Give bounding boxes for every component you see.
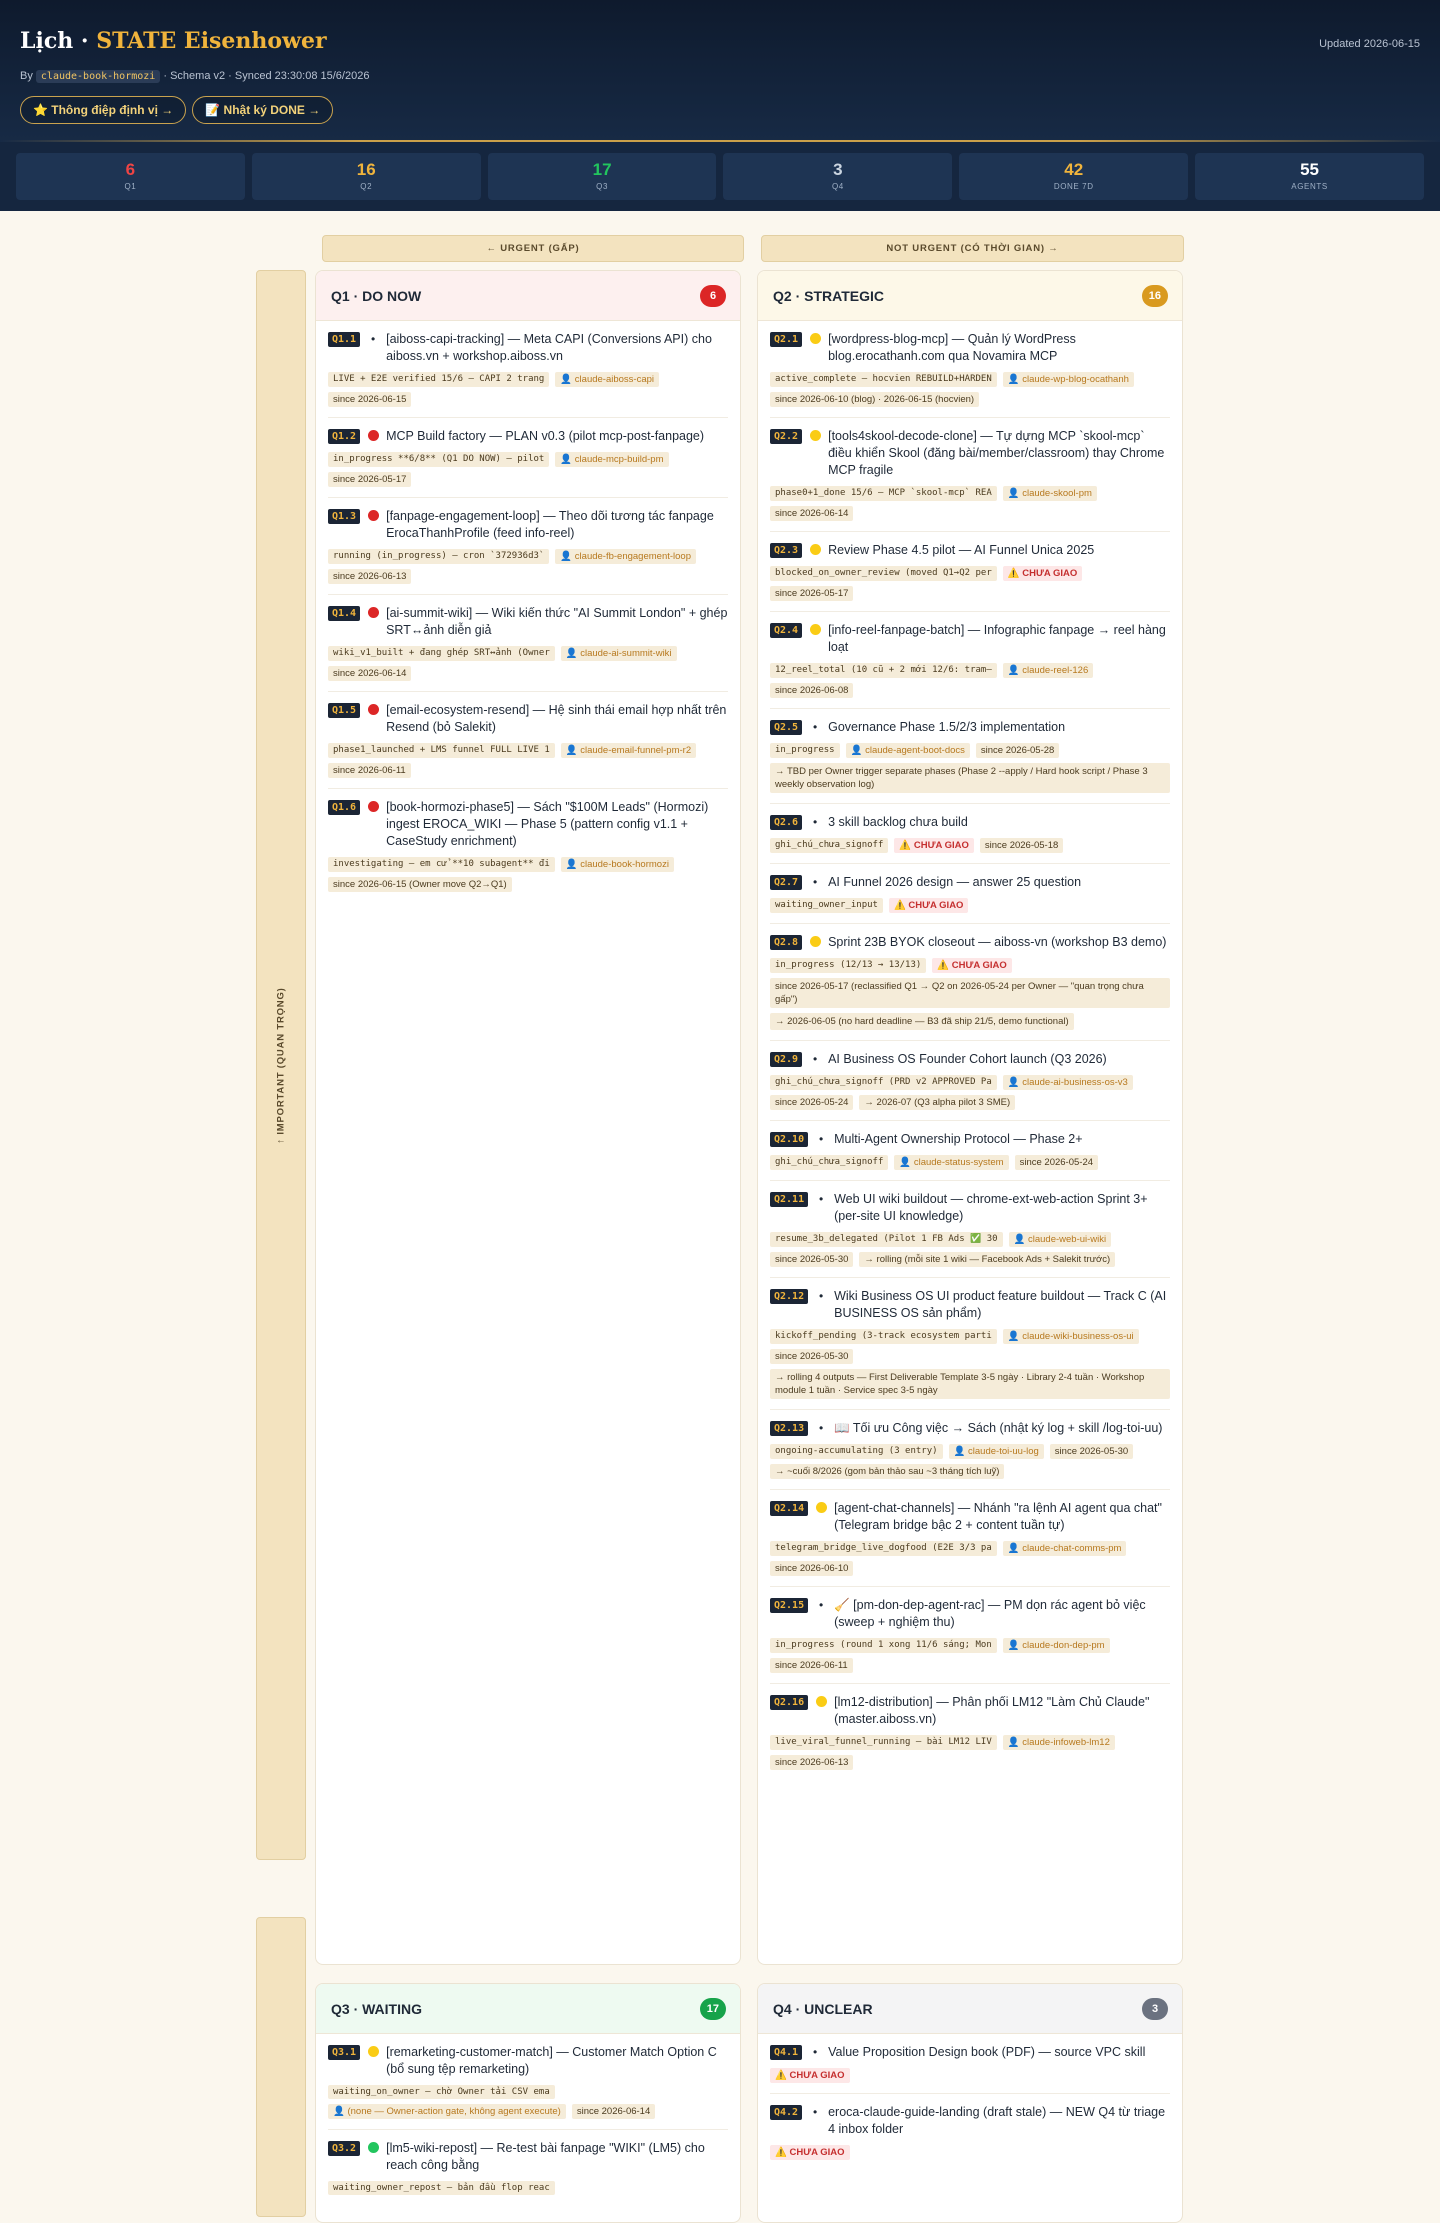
red-status-dot-icon: [366, 702, 380, 718]
date-tag: → 2026-07 (Q3 alpha pilot 3 SME): [859, 1095, 1015, 1110]
bullet-icon: •: [812, 875, 818, 889]
date-tag: since 2026-06-10: [770, 1561, 853, 1576]
status-tag: in_progress (12/13 → 13/13): [770, 958, 926, 973]
author-agent-pill: claude-book-hormozi: [36, 70, 160, 83]
task-title: 📖 Tối ưu Công việc → Sách (nhật ký log + skill /log-toi-uu): [834, 1421, 1163, 1435]
stat-agents: 55 AGENTS: [1195, 153, 1424, 200]
task-title: [wordpress-blog-mcp] — Quản lý WordPress blog.erocathanh.com qua Novamira MCP: [828, 332, 1076, 363]
task-title: [aiboss-capi-tracking] — Meta CAPI (Conversions API) cho aiboss.vn + workshop.aiboss.vn: [386, 332, 712, 363]
date-tag: since 2026-06-13: [770, 1755, 853, 1770]
date-tag: → ~cuối 8/2026 (gom bản thảo sau ~3 tháng tích luỹ): [770, 1464, 1004, 1479]
owner-tag: 👤 claude-book-hormozi: [561, 857, 674, 872]
date-tag: since 2026-05-30: [770, 1252, 853, 1267]
task-title: Web UI wiki buildout — chrome-ext-web-action Sprint 3+ (per-site UI knowledge): [834, 1192, 1148, 1223]
status-tag: active_complete — hocvien REBUILD+HARDEN: [770, 372, 997, 387]
status-tag: in_progress **6/8** (Q1 DO NOW) — pilot: [328, 452, 549, 467]
task-item[interactable]: [328, 2034, 728, 2130]
task-id-badge: Q2.5: [770, 720, 802, 735]
date-tag: since 2026-06-10 (blog) · 2026-06-15 (hocvien): [770, 392, 979, 407]
yellow-status-dot-icon: [808, 542, 822, 558]
task-item[interactable]: [770, 532, 1170, 612]
unassigned-warning-badge: ⚠️ CHƯA GIAO: [1003, 566, 1083, 581]
task-item[interactable]: [770, 418, 1170, 532]
owner-tag: 👤 claude-email-funnel-pm-r2: [561, 743, 696, 758]
status-tag: 12_reel_total (10 cũ + 2 mới 12/6: tram—: [770, 663, 997, 678]
yellow-status-dot-icon: [814, 1500, 828, 1516]
stat-q1: 6 Q1: [16, 153, 245, 200]
bullet-icon: •: [819, 1192, 824, 1206]
axis-important: ↑ IMPORTANT (QUAN TRỌNG): [256, 270, 306, 1860]
task-title: [lm5-wiki-repost] — Re-test bài fanpage "WIKI" (LM5) cho reach công bằng: [386, 2141, 705, 2172]
task-title: [agent-chat-channels] — Nhánh "ra lệnh AI agent qua chat" (Telegram bridge bậc 2 + content tuần tự): [834, 1501, 1162, 1532]
date-tag: since 2026-06-11: [770, 1658, 853, 1673]
task-id-badge: Q1.3: [328, 509, 360, 524]
quadrant-q3: [315, 1983, 741, 2223]
date-tag: since 2026-05-30: [1050, 1444, 1133, 1459]
status-tag: ghi_chú_chưa_signoff: [770, 838, 888, 853]
status-tag: ghi_chú_chưa_signoff (PRD v2 APPROVED Pa: [770, 1075, 997, 1090]
status-tag: in_progress (round 1 xong 11/6 sáng; Mon: [770, 1638, 997, 1653]
status-tag: phase0+1_done 15/6 — MCP `skool-mcp` REA: [770, 486, 997, 501]
red-status-dot-icon: [366, 605, 380, 621]
task-id-badge: Q2.15: [770, 1598, 808, 1613]
task-id-badge: Q4.1: [770, 2045, 802, 2060]
status-tag: ghi_chú_chưa_signoff: [770, 1155, 888, 1170]
quadrant-header: Q1 · DO NOW 6: [316, 271, 740, 321]
yellow-status-dot-icon: [808, 331, 822, 347]
date-tag: since 2026-05-17: [328, 472, 411, 487]
task-item[interactable]: [770, 321, 1170, 418]
task-item[interactable]: [328, 2130, 728, 2205]
owner-tag: 👤 claude-aiboss-capi: [555, 372, 659, 387]
task-title: Review Phase 4.5 pilot — AI Funnel Unica 2025: [828, 543, 1095, 557]
task-id-badge: Q2.13: [770, 1421, 808, 1436]
owner-tag: 👤 claude-infoweb-lm12: [1003, 1735, 1115, 1750]
task-title: MCP Build factory — PLAN v0.3 (pilot mcp-post-fanpage): [386, 429, 705, 443]
quadrant-q1: [315, 270, 741, 1965]
axis-not-important: [256, 1917, 306, 2217]
status-tag: waiting_on_owner — chờ Owner tải CSV ema: [328, 2085, 555, 2099]
date-tag: since 2026-06-14: [770, 506, 853, 521]
status-tag: phase1_launched + LMS funnel FULL LIVE 1: [328, 743, 555, 758]
task-title: AI Business OS Founder Cohort launch (Q3 2026): [828, 1052, 1107, 1066]
bullet-icon: •: [819, 1598, 824, 1612]
task-id-badge: Q2.11: [770, 1192, 808, 1207]
owner-tag: 👤 claude-wp-blog-ocathanh: [1003, 372, 1134, 387]
owner-tag: 👤 claude-agent-boot-docs: [846, 743, 970, 758]
yellow-status-dot-icon: [808, 622, 822, 638]
status-tag: blocked_on_owner_review (moved Q1→Q2 per: [770, 566, 997, 581]
task-item[interactable]: [770, 1490, 1170, 1587]
task-id-badge: Q2.7: [770, 875, 802, 890]
task-title: [email-ecosystem-resend] — Hệ sinh thái email hợp nhất trên Resend (bỏ Salekit): [386, 703, 727, 734]
task-id-badge: Q2.8: [770, 935, 802, 950]
date-tag: since 2026-06-11: [328, 763, 411, 778]
date-tag: since 2026-05-24: [770, 1095, 853, 1110]
task-item[interactable]: [770, 1181, 1170, 1278]
updated-timestamp: Updated 2026-06-15: [1319, 38, 1420, 50]
date-tag: since 2026-05-17: [770, 586, 853, 601]
task-id-badge: Q3.2: [328, 2141, 360, 2156]
date-tag: since 2026-05-17 (reclassified Q1 → Q2 on 2026-05-24 per Owner — "quan trọng chưa gấp"): [770, 978, 1170, 1008]
task-id-badge: Q1.6: [328, 800, 360, 815]
task-id-badge: Q2.10: [770, 1132, 808, 1147]
owner-tag: 👤 (none — Owner-action gate, không agent execute): [328, 2104, 566, 2119]
task-title: [ai-summit-wiki] — Wiki kiến thức "AI Summit London" + ghép SRT↔ảnh diễn giả: [386, 606, 728, 637]
task-item[interactable]: [328, 498, 728, 595]
task-title: AI Funnel 2026 design — answer 25 question: [828, 875, 1082, 889]
task-list: [316, 321, 740, 902]
task-id-badge: Q3.1: [328, 2045, 360, 2060]
task-item[interactable]: [770, 1410, 1170, 1490]
status-tag: resume_3b_delegated (Pilot 1 FB Ads ✅ 30: [770, 1232, 1003, 1247]
stats-bar: [0, 142, 1440, 211]
count-badge: 6: [700, 285, 726, 307]
task-item[interactable]: [770, 1041, 1170, 1121]
task-item[interactable]: [770, 1684, 1170, 1780]
owner-tag: 👤 claude-ai-summit-wiki: [561, 646, 677, 661]
task-title: Governance Phase 1.5/2/3 implementation: [828, 720, 1066, 734]
task-title: Wiki Business OS UI product feature buildout — Track C (AI BUSINESS OS sản phẩm): [834, 1289, 1167, 1320]
bullet-icon: •: [812, 720, 818, 734]
status-tag: in_progress: [770, 743, 840, 758]
status-tag: waiting_owner_input: [770, 898, 883, 913]
quadrant-q2: [757, 270, 1183, 1965]
owner-tag: 👤 claude-ai-business-os-v3: [1003, 1075, 1133, 1090]
stat-q2: 16 Q2: [252, 153, 481, 200]
task-title: 3 skill backlog chưa build: [828, 815, 968, 829]
unassigned-warning-badge: ⚠️ CHƯA GIAO: [894, 838, 974, 853]
owner-tag: 👤 claude-chat-comms-pm: [1003, 1541, 1127, 1556]
task-item[interactable]: [770, 1278, 1170, 1410]
date-tag: → TBD per Owner trigger separate phases (Phase 2 --apply / Hard hook script / Phase 3 weekly observation log): [770, 763, 1170, 793]
date-tag: since 2026-06-08: [770, 683, 853, 698]
stat-q4: 3 Q4: [723, 153, 952, 200]
stat-done-7d: 42 DONE 7D: [959, 153, 1188, 200]
date-tag: → 2026-06-05 (no hard deadline — B3 đã ship 21/5, demo functional): [770, 1013, 1074, 1030]
task-title: [book-hormozi-phase5] — Sách "$100M Leads" (Hormozi) ingest EROCA_WIKI — Phase 5 (pattern config v1.1 + CaseStudy enrichment): [386, 800, 709, 848]
task-list: [316, 2034, 740, 2205]
task-item[interactable]: [770, 1587, 1170, 1684]
task-title: Multi-Agent Ownership Protocol — Phase 2+: [834, 1132, 1083, 1146]
task-item[interactable]: [770, 864, 1170, 924]
red-status-dot-icon: [366, 508, 380, 524]
task-title: [remarketing-customer-match] — Customer Match Option C (bổ sung tệp remarketing): [386, 2045, 717, 2076]
yellow-status-dot-icon: [808, 428, 822, 444]
quadrant-header: Q2 · STRATEGIC 16: [758, 271, 1182, 321]
task-item[interactable]: [770, 612, 1170, 709]
bullet-icon: •: [819, 1132, 824, 1146]
axis-not-urgent: NOT URGENT (CÓ THỜI GIAN) →: [761, 235, 1184, 262]
bullet-icon: •: [819, 1289, 824, 1303]
task-item[interactable]: [770, 2034, 1170, 2094]
yellow-status-dot-icon: [366, 2044, 380, 2060]
owner-tag: 👤 claude-toi-uu-log: [949, 1444, 1044, 1459]
yellow-status-dot-icon: [814, 1694, 828, 1710]
task-id-badge: Q1.1: [328, 332, 360, 347]
task-title: Sprint 23B BYOK closeout — aiboss-vn (workshop B3 demo): [828, 935, 1167, 949]
green-status-dot-icon: [366, 2140, 380, 2156]
task-id-badge: Q1.2: [328, 429, 360, 444]
unassigned-warning-badge: ⚠️ CHƯA GIAO: [770, 2145, 850, 2160]
bullet-icon: •: [812, 1052, 818, 1066]
status-tag: live_viral_funnel_running — bài LM12 LIV: [770, 1735, 997, 1750]
date-tag: since 2026-06-15: [328, 392, 411, 407]
date-tag: since 2026-05-18: [980, 838, 1063, 853]
task-item[interactable]: [770, 709, 1170, 804]
task-id-badge: Q2.3: [770, 543, 802, 558]
task-item[interactable]: [770, 804, 1170, 864]
owner-tag: 👤 claude-skool-pm: [1003, 486, 1097, 501]
red-status-dot-icon: [366, 428, 380, 444]
owner-tag: 👤 claude-reel-126: [1003, 663, 1093, 678]
yellow-status-dot-icon: [808, 934, 822, 950]
task-list: [758, 2034, 1182, 2170]
task-title: Value Proposition Design book (PDF) — source VPC skill: [828, 2045, 1146, 2059]
bullet-icon: •: [812, 2045, 818, 2059]
date-tag: → rolling 4 outputs — First Deliverable Template 3-5 ngày · Library 2-4 tuần · Workshop module 1 tuần · Service spec 3-5 ngày: [770, 1369, 1170, 1399]
count-badge: 17: [700, 1998, 726, 2020]
owner-tag: 👤 claude-status-system: [894, 1155, 1008, 1170]
task-id-badge: Q4.2: [770, 2105, 802, 2120]
date-tag: since 2026-06-15 (Owner move Q2→Q1): [328, 877, 512, 892]
task-item[interactable]: [328, 595, 728, 692]
status-tag: waiting_owner_repost — bản đầu flop reac: [328, 2181, 555, 2195]
date-tag: since 2026-05-30: [770, 1349, 853, 1364]
date-tag: → rolling (mỗi site 1 wiki — Facebook Ads + Salekit trước): [859, 1252, 1115, 1267]
positioning-message-button[interactable]: ⭐ Thông điệp định vị →: [20, 96, 186, 124]
page-title: Lịch · STATE Eisenhower: [20, 28, 327, 54]
date-tag: since 2026-06-13: [328, 569, 411, 584]
quadrant-header: Q4 · UNCLEAR 3: [758, 1984, 1182, 2034]
done-journal-button[interactable]: 📝 Nhật ký DONE →: [192, 96, 333, 124]
task-id-badge: Q2.2: [770, 429, 802, 444]
bullet-icon: •: [812, 2105, 818, 2119]
unassigned-warning-badge: ⚠️ CHƯA GIAO: [770, 2068, 850, 2083]
status-tag: telegram_bridge_live_dogfood (E2E 3/3 pa: [770, 1541, 997, 1556]
status-tag: investigating — em cử **10 subagent** đi: [328, 857, 555, 872]
bullet-icon: •: [819, 1421, 824, 1435]
count-badge: 16: [1142, 285, 1168, 307]
task-list: [758, 321, 1182, 1780]
task-id-badge: Q1.5: [328, 703, 360, 718]
quadrant-q4: [757, 1983, 1183, 2223]
red-status-dot-icon: [366, 799, 380, 815]
bullet-icon: •: [812, 815, 818, 829]
task-id-badge: Q2.6: [770, 815, 802, 830]
task-id-badge: Q2.16: [770, 1695, 808, 1710]
task-id-badge: Q2.1: [770, 332, 802, 347]
unassigned-warning-badge: ⚠️ CHƯA GIAO: [932, 958, 1012, 973]
task-title: [tools4skool-decode-clone] — Tự dựng MCP `skool-mcp` điều khiển Skool (đăng bài/member/classroom) thay Chrome MCP fragile: [828, 429, 1165, 477]
status-tag: ongoing-accumulating (3 entry): [770, 1444, 943, 1459]
date-tag: since 2026-06-14: [328, 666, 411, 681]
task-title: [info-reel-fanpage-batch] — Infographic fanpage → reel hàng loạt: [828, 623, 1166, 654]
owner-tag: 👤 claude-web-ui-wiki: [1009, 1232, 1112, 1247]
task-item[interactable]: [770, 924, 1170, 1041]
task-id-badge: Q1.4: [328, 606, 360, 621]
owner-tag: 👤 claude-wiki-business-os-ui: [1003, 1329, 1139, 1344]
date-tag: since 2026-05-28: [976, 743, 1059, 758]
sync-meta: By claude-book-hormozi · Schema v2 · Synced 23:30:08 15/6/2026: [20, 70, 370, 82]
task-item[interactable]: [770, 2094, 1170, 2170]
count-badge: 3: [1142, 1998, 1168, 2020]
task-item[interactable]: [328, 321, 728, 418]
task-item[interactable]: [770, 1121, 1170, 1181]
owner-tag: 👤 claude-fb-engagement-loop: [555, 549, 696, 564]
quadrant-header: Q3 · WAITING 17: [316, 1984, 740, 2034]
bullet-icon: •: [370, 332, 376, 346]
stat-q3: 17 Q3: [488, 153, 717, 200]
task-title: 🧹 [pm-don-dep-agent-rac] — PM dọn rác agent bỏ việc (sweep + nghiệm thu): [834, 1598, 1146, 1629]
task-title: [lm12-distribution] — Phân phối LM12 "Làm Chủ Claude" (master.aiboss.vn): [834, 1695, 1150, 1726]
owner-tag: 👤 claude-mcp-build-pm: [555, 452, 668, 467]
task-id-badge: Q2.12: [770, 1289, 808, 1304]
task-id-badge: Q2.14: [770, 1501, 808, 1516]
task-item[interactable]: [328, 692, 728, 789]
axis-urgent: ← URGENT (GẤP): [322, 235, 744, 262]
status-tag: kickoff_pending (3-track ecosystem parti: [770, 1329, 997, 1344]
page-header: [0, 0, 1440, 142]
date-tag: since 2026-05-24: [1015, 1155, 1098, 1170]
task-id-badge: Q2.4: [770, 623, 802, 638]
status-tag: wiki_v1_built + đang ghép SRT↔ảnh (Owner: [328, 646, 555, 661]
task-item[interactable]: [328, 418, 728, 498]
status-tag: running (in_progress) — cron `372936d3`: [328, 549, 549, 564]
owner-tag: 👤 claude-don-dep-pm: [1003, 1638, 1110, 1653]
task-item[interactable]: [328, 789, 728, 902]
task-title: eroca-claude-guide-landing (draft stale) — NEW Q4 từ triage 4 inbox folder: [828, 2105, 1166, 2136]
status-tag: LIVE + E2E verified 15/6 — CAPI 2 trang: [328, 372, 549, 387]
task-title: [fanpage-engagement-loop] — Theo dõi tương tác fanpage ErocaThanhProfile (feed info-reel): [386, 509, 714, 540]
date-tag: since 2026-06-14: [572, 2104, 655, 2119]
unassigned-warning-badge: ⚠️ CHƯA GIAO: [889, 898, 969, 913]
task-id-badge: Q2.9: [770, 1052, 802, 1067]
